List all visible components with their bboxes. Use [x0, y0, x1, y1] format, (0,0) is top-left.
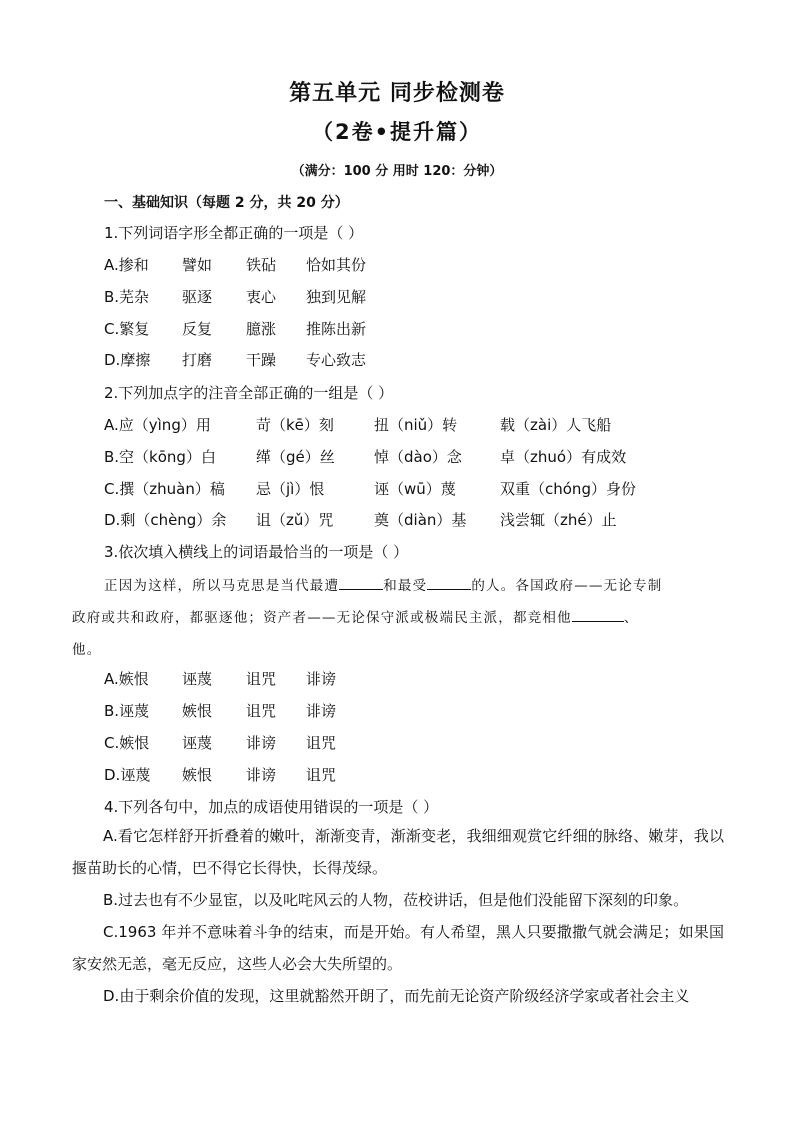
- q3-option-d: [104, 764, 336, 785]
- q1-a-2: 譬如: [182, 256, 213, 274]
- q3-passage-line-1: [104, 574, 662, 594]
- question-2-stem: 2.下列加点字的注音全部正确的一组是（ ）: [104, 384, 394, 402]
- q2-a-1: A.应（yìng）用: [104, 416, 211, 434]
- q2-d-1: D.剩（chèng）余: [104, 511, 227, 529]
- q2-option-b: [104, 446, 626, 467]
- q1-option-d: [104, 349, 366, 370]
- q2-a-3: 扭（niǔ）转: [374, 416, 458, 434]
- q2-option-c: [104, 478, 636, 499]
- q2-c-3: 诬（wū）蔑: [374, 480, 456, 498]
- q3-a-2: 诬蔑: [182, 670, 213, 688]
- q2-b-1: B.空（kōng）白: [104, 448, 216, 466]
- q4-option-b: B.过去也有不少显宦，以及叱咤风云的人物，莅校讲话，但是他们没能留下深刻的印象。: [103, 891, 689, 909]
- question-1-stem: 1.下列词语字形全都正确的一项是（ ）: [104, 224, 364, 242]
- q3-option-c: [104, 732, 336, 753]
- q1-a-1: A.掺和: [104, 256, 149, 274]
- question-3-stem: 3.依次填入横线上的词语最恰当的一项是（ ）: [104, 543, 409, 561]
- q1-a-3: 铁砧: [246, 256, 277, 274]
- q3-passage-text: 和最受: [383, 578, 428, 594]
- question-4-stem: 4.下列各句中，加点的成语使用错误的一项是（ ）: [104, 798, 439, 816]
- q3-c-3: 诽谤: [246, 734, 277, 752]
- q2-d-2: 诅（zǔ）咒: [256, 511, 334, 529]
- q3-d-2: 嫉恨: [182, 766, 213, 784]
- q3-passage-text: 政府或共和政府，都驱逐他；资产者——无论保守派或极端民主派，都竞相他: [72, 610, 572, 626]
- q2-option-d: [104, 509, 617, 530]
- q3-b-3: 诅咒: [246, 702, 277, 720]
- q2-c-2: 忌（jì）恨: [256, 480, 325, 498]
- q2-b-3: 悼（dào）念: [374, 448, 462, 466]
- q3-option-a: [104, 668, 336, 689]
- q1-c-2: 反复: [182, 320, 213, 338]
- q2-a-2: 苛（kē）刻: [256, 416, 334, 434]
- q3-passage-line-2: [72, 606, 639, 626]
- q3-passage-line-3: 他。: [72, 642, 102, 658]
- q3-a-4: 诽谤: [306, 670, 337, 688]
- q1-c-3: 臆涨: [246, 320, 277, 338]
- q1-d-4: 专心致志: [306, 351, 367, 369]
- q1-option-c: [104, 318, 366, 339]
- page-subtitle: （2卷•提升篇）: [311, 120, 483, 144]
- q3-c-1: C.嫉恨: [104, 734, 150, 752]
- q1-c-4: 推陈出新: [306, 320, 367, 338]
- q3-passage-text: 的人。各国政府——无论专制: [471, 578, 663, 594]
- q3-d-4: 诅咒: [306, 766, 337, 784]
- q1-b-2: 驱逐: [182, 288, 213, 306]
- q1-a-4: 恰如其份: [306, 256, 367, 274]
- q2-b-4: 卓（zhuó）有成效: [500, 448, 627, 466]
- q3-b-2: 嫉恨: [182, 702, 213, 720]
- q1-b-3: 衷心: [246, 288, 277, 306]
- q2-a-4: 载（zài）人飞船: [500, 416, 612, 434]
- q4-option-d: D.由于剩余价值的发现，这里就豁然开朗了，而先前无论资产阶级经济学家或者社会主义: [103, 987, 690, 1005]
- q3-d-3: 诽谤: [246, 766, 277, 784]
- page-title: 第五单元 同步检测卷: [289, 81, 505, 106]
- q2-d-3: 奠（diàn）基: [374, 511, 467, 529]
- q3-b-4: 诽谤: [306, 702, 337, 720]
- q3-d-1: D.诬蔑: [104, 766, 151, 784]
- q2-option-a: [104, 414, 611, 435]
- q4-option-a: A.看它怎样舒开折叠着的嫩叶，渐渐变青，渐渐变老，我细细观赏它纤细的脉络、嫩芽，我以揠苗助长的心情，巴不得它长得快，长得茂绿。: [72, 827, 724, 877]
- q1-d-1: D.摩擦: [104, 351, 151, 369]
- fill-blank-3[interactable]: [572, 607, 624, 622]
- q2-d-4: 浅尝辄（zhé）止: [500, 511, 617, 529]
- q3-passage-text: 、: [623, 610, 639, 626]
- q1-option-a: [104, 254, 366, 275]
- q3-b-1: B.诬蔑: [104, 702, 150, 720]
- q1-b-4: 独到见解: [306, 288, 367, 306]
- q1-option-b: [104, 286, 366, 307]
- q3-option-b: [104, 700, 336, 721]
- q2-b-2: 缂（gé）丝: [256, 448, 335, 466]
- q1-d-2: 打磨: [182, 351, 213, 369]
- q3-a-1: A.嫉恨: [104, 670, 149, 688]
- q4-option-c: C.1963 年并不意味着斗争的结束，而是开始。有人希望，黑人只要撒撒气就会满足；如果国家安然无恙，毫无反应，这些人必会大失所望的。: [72, 923, 724, 973]
- q3-c-4: 诅咒: [306, 734, 337, 752]
- q2-c-1: C.撰（zhuàn）稿: [104, 480, 225, 498]
- q2-c-4: 双重（chóng）身份: [500, 480, 636, 498]
- q1-b-1: B.芜杂: [104, 288, 150, 306]
- fill-blank-2[interactable]: [427, 575, 471, 590]
- q1-c-1: C.繁复: [104, 320, 150, 338]
- q1-d-3: 干躁: [246, 351, 277, 369]
- fill-blank-1[interactable]: [339, 575, 383, 590]
- exam-meta: （满分：100 分 用时 120：分钟）: [291, 164, 503, 179]
- q3-a-3: 诅咒: [246, 670, 277, 688]
- q3-passage-text: 正因为这样，所以马克思是当代最遭: [104, 578, 340, 594]
- q3-c-2: 诬蔑: [182, 734, 213, 752]
- section-heading: 一、基础知识（每题 2 分，共 20 分）: [104, 195, 349, 211]
